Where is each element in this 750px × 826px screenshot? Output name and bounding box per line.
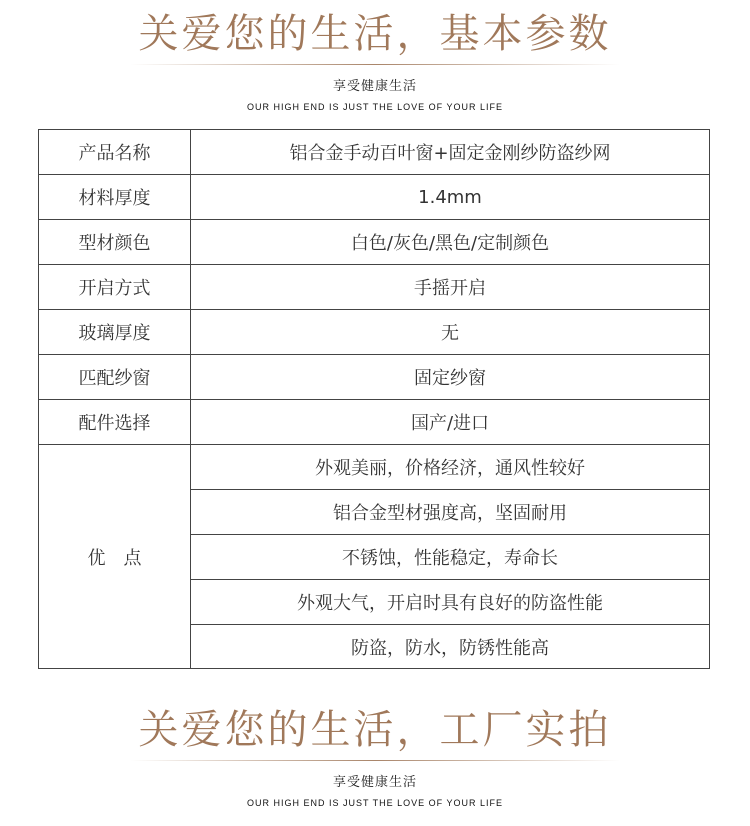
advantage-item: 不锈蚀，性能稳定，寿命长 [191, 535, 709, 580]
spec-table [38, 129, 710, 669]
spec-value: 1.4mm [418, 186, 482, 208]
spec-label: 匹配纱窗 [39, 355, 191, 399]
title-divider [130, 64, 620, 65]
subtitle-chinese: 享受健康生活 [332, 775, 417, 790]
table-row [39, 355, 709, 400]
spec-value: 无 [441, 323, 459, 344]
spec-label: 配件选择 [39, 400, 191, 444]
table-row [39, 310, 709, 355]
spec-value: 手摇开启 [414, 278, 486, 299]
table-row [39, 130, 709, 175]
table-row [39, 220, 709, 265]
advantage-item: 外观美丽，价格经济，通风性较好 [191, 445, 709, 490]
subtitle-english: OUR HIGH END IS JUST THE LOVE OF YOUR LIFE [246, 102, 504, 112]
section-title: 关爱您的生活，工厂实拍 [138, 707, 612, 753]
spec-label: 玻璃厚度 [39, 310, 191, 354]
spec-value: 铝合金手动百叶窗+固定金刚纱防盗纱网 [289, 143, 611, 164]
advantage-item: 防盗，防水，防锈性能高 [351, 638, 549, 659]
advantages-label: 优点 [39, 445, 191, 669]
subtitle-chinese: 享受健康生活 [332, 79, 417, 94]
table-row [39, 400, 709, 445]
spec-value: 固定纱窗 [414, 368, 486, 389]
subtitle-english: OUR HIGH END IS JUST THE LOVE OF YOUR LIFE [246, 798, 504, 808]
spec-label: 材料厚度 [39, 175, 191, 219]
section-header-factory [0, 706, 750, 809]
spec-label: 开启方式 [39, 265, 191, 309]
spec-label: 产品名称 [39, 130, 191, 174]
spec-value: 国产/进口 [410, 413, 490, 434]
table-row [39, 175, 709, 220]
advantage-item: 铝合金型材强度高，坚固耐用 [191, 490, 709, 535]
table-row [39, 265, 709, 310]
spec-label: 型材颜色 [39, 220, 191, 264]
advantage-item: 外观大气，开启时具有良好的防盗性能 [191, 580, 709, 625]
title-divider [130, 760, 620, 761]
spec-value: 白色/灰色/黑色/定制颜色 [350, 233, 550, 254]
advantages-block [39, 445, 709, 669]
section-title: 关爱您的生活，基本参数 [138, 11, 612, 57]
section-header-parameters [0, 10, 750, 113]
